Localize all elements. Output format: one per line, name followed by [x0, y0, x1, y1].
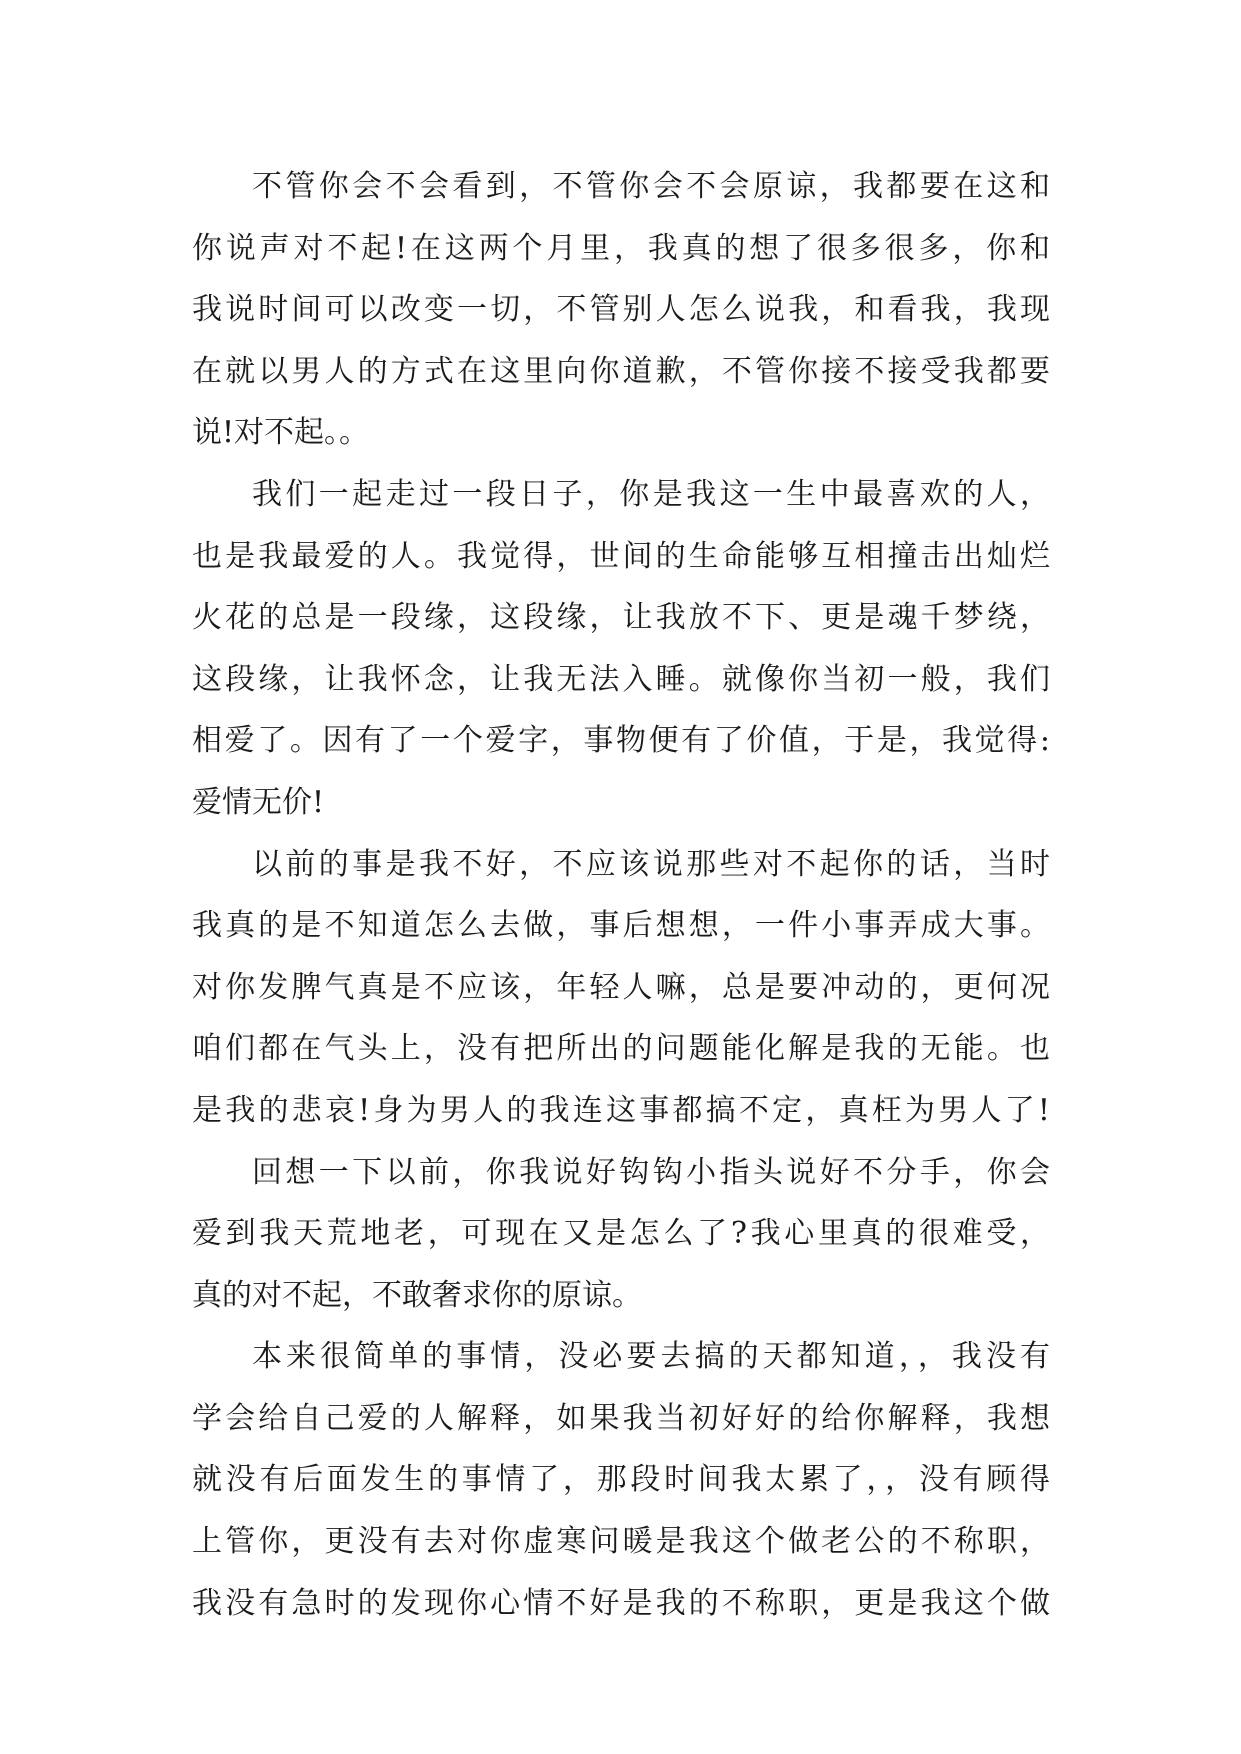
text-line: 你说声对不起!在这两个月里，我真的想了很多很多，你和 — [192, 230, 1050, 266]
text-line: 是我的悲哀!身为男人的我连这事都搞不定，真枉为男人了! — [192, 1092, 1050, 1128]
document-body — [192, 156, 1050, 1634]
text-line: 我没有急时的发现你心情不好是我的不称职，更是我这个做 — [192, 1585, 1050, 1621]
text-line: 我说时间可以改变一切，不管别人怎么说我，和看我，我现 — [192, 292, 1050, 328]
text-line: 也是我最爱的人。我觉得，世间的生命能够互相撞击出灿烂 — [192, 538, 1050, 574]
text-line: 对你发脾气真是不应该，年轻人嘛，总是要冲动的，更何况 — [192, 969, 1050, 1005]
text-line: 爱情无价! — [192, 784, 325, 820]
text-line: 真的对不起，不敢奢求你的原谅。 — [192, 1277, 642, 1313]
text-line: 本来很简单的事情，没必要去搞的天都知道，，我没有 — [252, 1339, 1050, 1375]
text-line: 就没有后面发生的事情了，那段时间我太累了，，没有顾得 — [192, 1462, 1050, 1498]
text-line: 火花的总是一段缘，这段缘，让我放不下、更是魂千梦绕， — [192, 600, 1050, 636]
text-line: 回想一下以前，你我说好钩钩小指头说好不分手，你会 — [252, 1154, 1050, 1190]
text-line: 以前的事是我不好，不应该说那些对不起你的话，当时 — [252, 846, 1050, 882]
text-line: 爱到我天荒地老，可现在又是怎么了?我心里真的很难受， — [192, 1216, 1050, 1252]
text-line: 上管你，更没有去对你虚寒问暖是我这个做老公的不称职， — [192, 1524, 1050, 1560]
text-line: 不管你会不会看到，不管你会不会原谅，我都要在这和 — [252, 169, 1050, 204]
text-line: 我们一起走过一段日子，你是我这一生中最喜欢的人， — [252, 476, 1050, 512]
text-line: 在就以男人的方式在这里向你道歉，不管你接不接受我都要 — [192, 353, 1050, 389]
text-line: 咱们都在气头上，没有把所出的问题能化解是我的无能。也 — [192, 1031, 1050, 1067]
text-line: 学会给自己爱的人解释，如果我当初好好的给你解释，我想 — [192, 1400, 1050, 1436]
text-line: 说!对不起。。 — [192, 415, 370, 451]
text-line: 我真的是不知道怎么去做，事后想想，一件小事弄成大事。 — [192, 908, 1050, 944]
text-line: 相爱了。因有了一个爱字，事物便有了价值，于是，我觉得: — [192, 723, 1050, 759]
text-line: 这段缘，让我怀念，让我无法入睡。就像你当初一般，我们 — [192, 661, 1050, 697]
